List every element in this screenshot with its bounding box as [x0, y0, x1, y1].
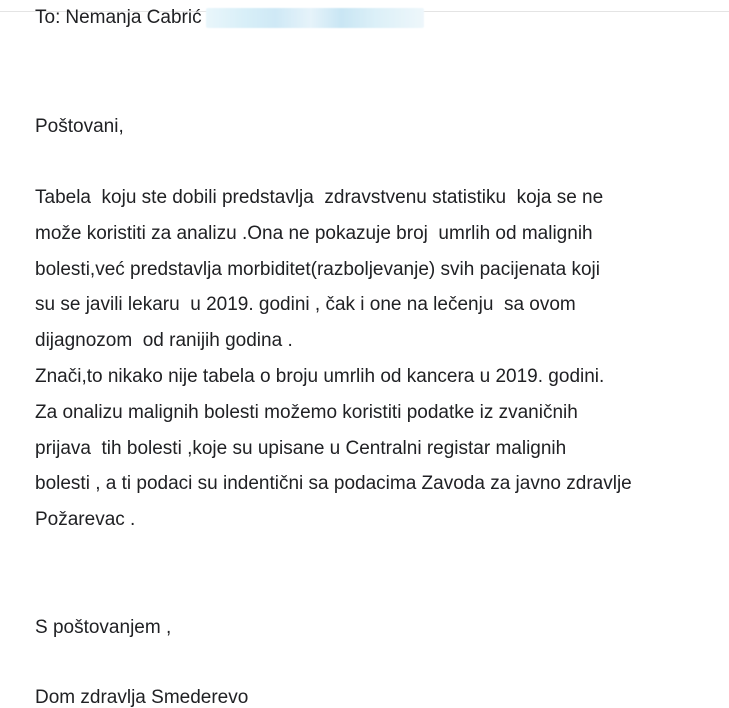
email-closing: S poštovanjem , [35, 617, 172, 638]
body-line: Znači,to nikako nije tabela o broju umrlih od kancera u 2019. godini. [35, 365, 605, 387]
email-greeting: Poštovani, [35, 116, 124, 137]
email-body [35, 180, 715, 538]
body-line: prijava tih bolesti ,koje su upisane u Centralni registar malignih [35, 437, 567, 459]
body-line: dijagnozom od ranijih godina . [35, 330, 293, 352]
redacted-email-address [206, 8, 424, 28]
email-signature: Dom zdravlja Smederevo [35, 687, 249, 708]
recipient-name[interactable]: Nemanja Cabrić [65, 7, 202, 28]
body-line: Za onalizu malignih bolesti možemo koristiti podatke iz zvaničnih [35, 401, 578, 423]
to-label: To: [35, 7, 61, 28]
body-line: bolesti , a ti podaci su indentični sa podacima Zavoda za javno zdravlje [35, 473, 632, 495]
body-line: može koristiti za analizu .Ona ne pokazuje broj umrlih od malignih [35, 222, 593, 244]
body-line: Tabela koju ste dobili predstavlja zdravstvenu statistiku koja se ne [35, 187, 604, 208]
body-line: bolesti,već predstavlja morbiditet(razboljevanje) svih pacijenata koji [35, 258, 600, 280]
recipient-line [35, 7, 424, 29]
body-line: su se javili lekaru u 2019. godini , čak i one na lečenju sa ovom [35, 294, 576, 316]
body-line: Požarevac . [35, 509, 136, 531]
